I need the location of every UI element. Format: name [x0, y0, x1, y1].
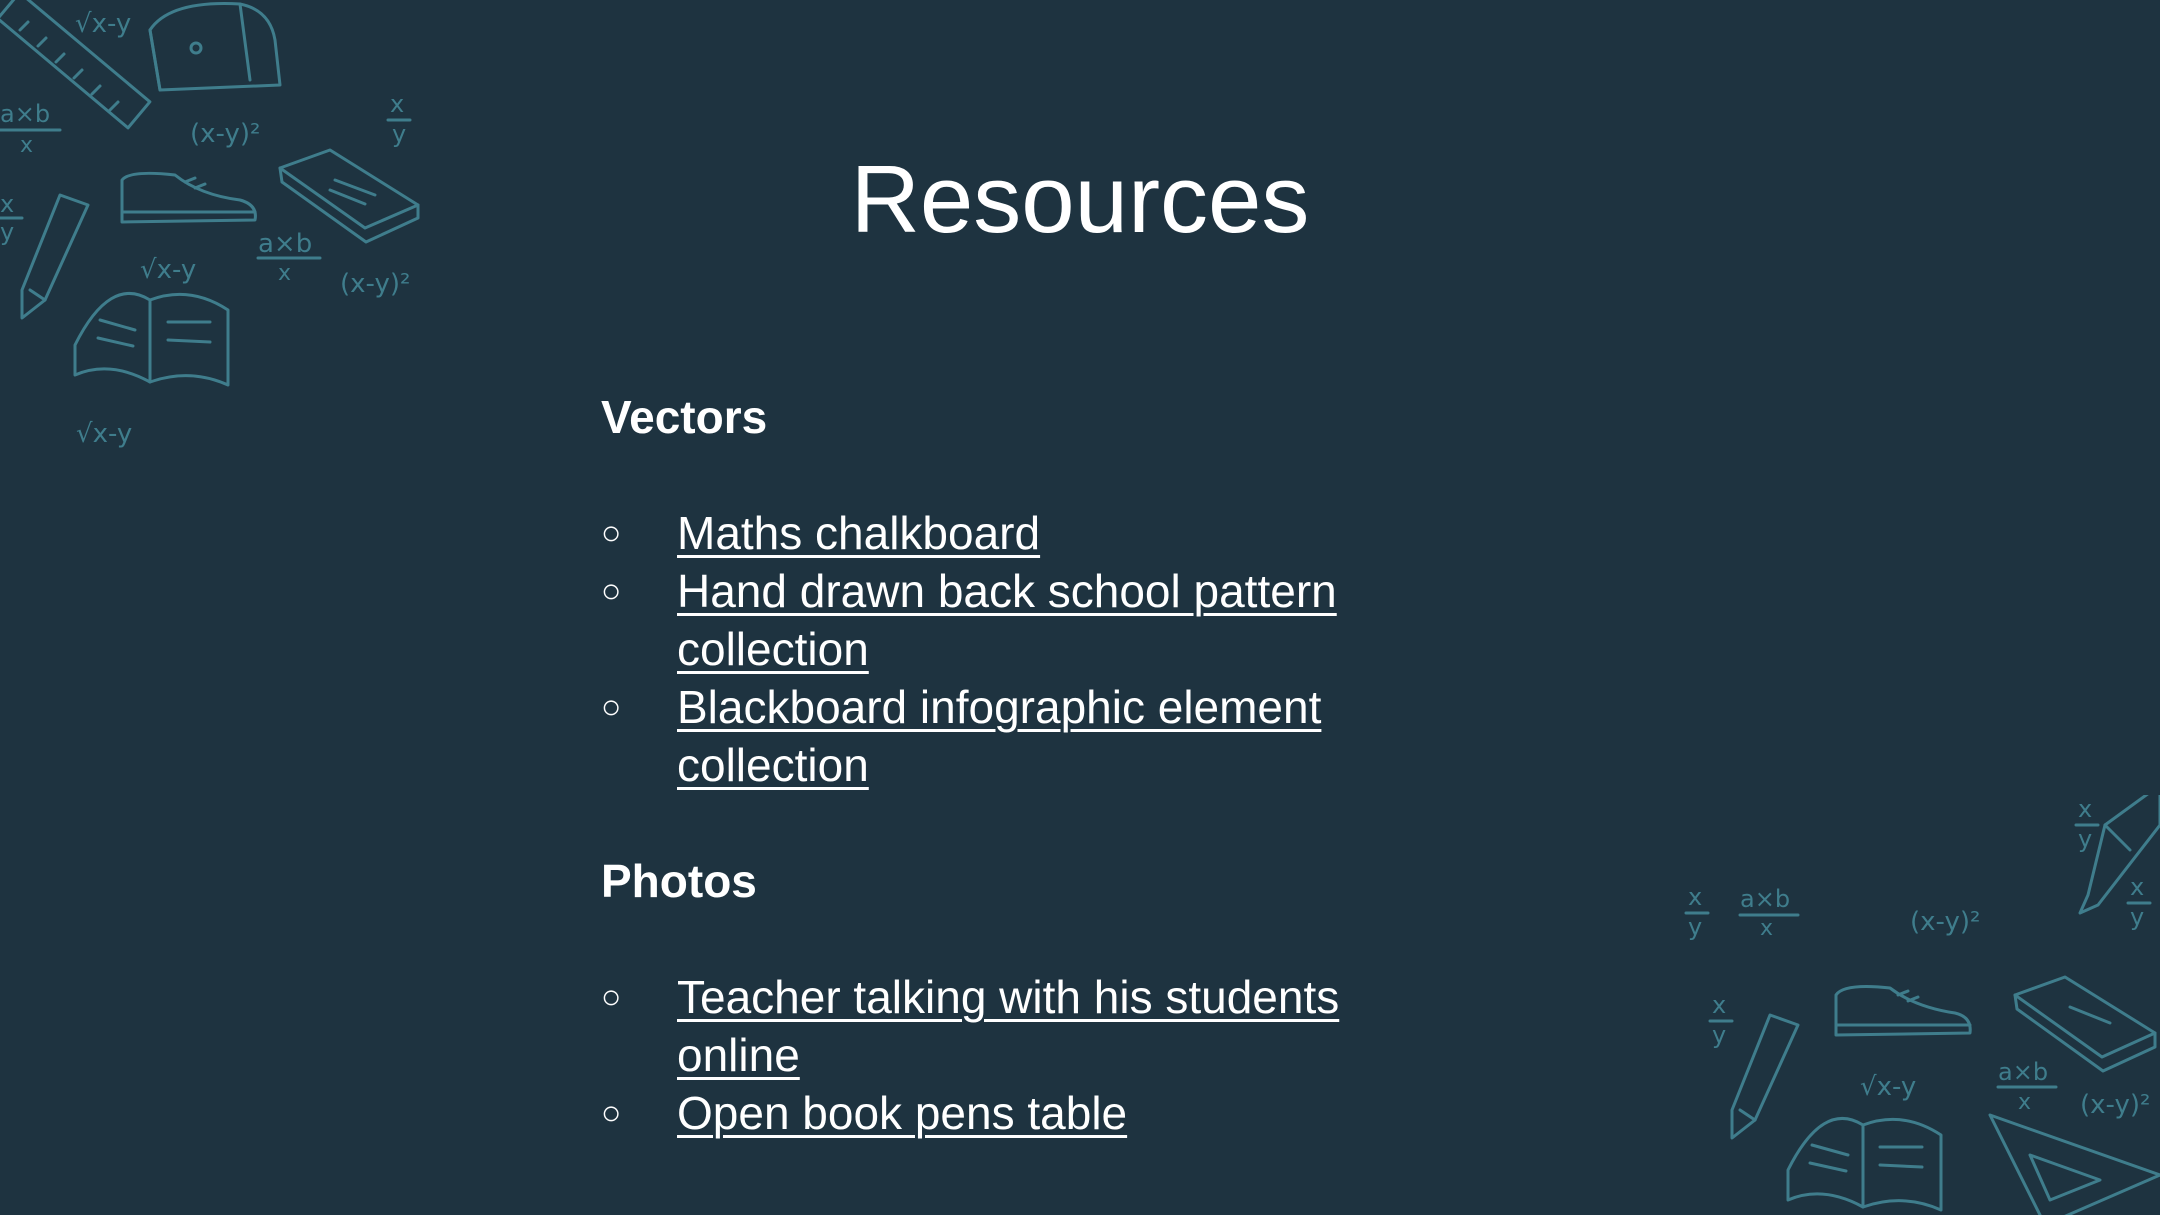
list-item [601, 562, 1461, 678]
pencil-icon [1732, 1015, 1798, 1138]
svg-text:x: x [1760, 916, 1774, 941]
svg-text:x: x [2130, 873, 2145, 901]
bullet-circle-icon: ○ [601, 978, 622, 1016]
spacer [601, 446, 1601, 504]
book-icon [2015, 977, 2155, 1071]
photos-link-list [601, 968, 1461, 1142]
svg-text:y: y [1688, 913, 1703, 941]
svg-text:(x-y)²: (x-y)² [1910, 907, 1981, 937]
doodle-cluster-bottom-right [1660, 795, 2160, 1215]
link-maths-chalkboard[interactable]: Maths chalkboard [677, 507, 1041, 559]
svg-text:√x-y: √x-y [76, 419, 133, 449]
list-item [601, 1084, 1461, 1142]
svg-text:x: x [20, 133, 34, 158]
spacer [601, 794, 1601, 852]
svg-text:x: x [0, 190, 15, 218]
svg-text:x: x [1688, 883, 1703, 911]
ruler-icon [0, 0, 150, 128]
bullet-circle-icon: ○ [601, 572, 622, 610]
bullet-circle-icon: ○ [601, 688, 622, 726]
bullet-circle-icon: ○ [601, 514, 622, 552]
svg-text:y: y [0, 218, 15, 246]
vectors-link-list [601, 504, 1461, 794]
section-heading-photos: Photos [601, 855, 757, 907]
svg-text:√x-y: √x-y [140, 255, 197, 285]
svg-text:x: x [1712, 991, 1727, 1019]
svg-text:y: y [392, 120, 407, 148]
sneaker-icon [1836, 987, 1970, 1035]
svg-text:a×b: a×b [1740, 885, 1791, 913]
svg-text:a×b: a×b [1998, 1058, 2049, 1086]
svg-text:√x-y: √x-y [1860, 1072, 1917, 1102]
section-heading-vectors: Vectors [601, 391, 768, 443]
svg-text:(x-y)²: (x-y)² [2080, 1090, 2151, 1120]
backpack-icon [150, 4, 280, 90]
svg-text:x: x [2078, 795, 2093, 823]
svg-text:x: x [390, 90, 405, 118]
triangle-ruler-icon [1990, 1115, 2160, 1215]
pen-icon [2080, 795, 2160, 913]
resources-content [601, 388, 1601, 1142]
list-item [601, 504, 1461, 562]
svg-text:y: y [1712, 1021, 1727, 1049]
formula-sqrt-icon: √x-y [75, 9, 132, 39]
svg-text:a×b: a×b [258, 229, 313, 259]
link-teacher-talking-online[interactable]: Teacher talking with his students online [677, 971, 1340, 1081]
svg-text:y: y [2130, 903, 2145, 931]
formula-xy-squared-icon: (x-y)² [190, 119, 261, 149]
link-hand-drawn-back-school-pattern[interactable]: Hand drawn back school pattern collection [677, 565, 1337, 675]
svg-text:y: y [2078, 825, 2093, 853]
page-title: Resources [850, 146, 1310, 253]
list-item [601, 678, 1461, 794]
spacer [601, 910, 1601, 968]
bullet-circle-icon: ○ [601, 1094, 622, 1132]
svg-text:(x-y)²: (x-y)² [340, 269, 411, 299]
formula-axb-icon: a×b [0, 100, 51, 128]
svg-text:x: x [278, 261, 292, 286]
open-book-icon [75, 293, 228, 385]
link-open-book-pens-table[interactable]: Open book pens table [677, 1087, 1128, 1139]
list-item [601, 968, 1461, 1084]
link-blackboard-infographic[interactable]: Blackboard infographic element collection [677, 681, 1322, 791]
open-book-icon [1788, 1118, 1941, 1210]
svg-text:x: x [2018, 1090, 2032, 1115]
